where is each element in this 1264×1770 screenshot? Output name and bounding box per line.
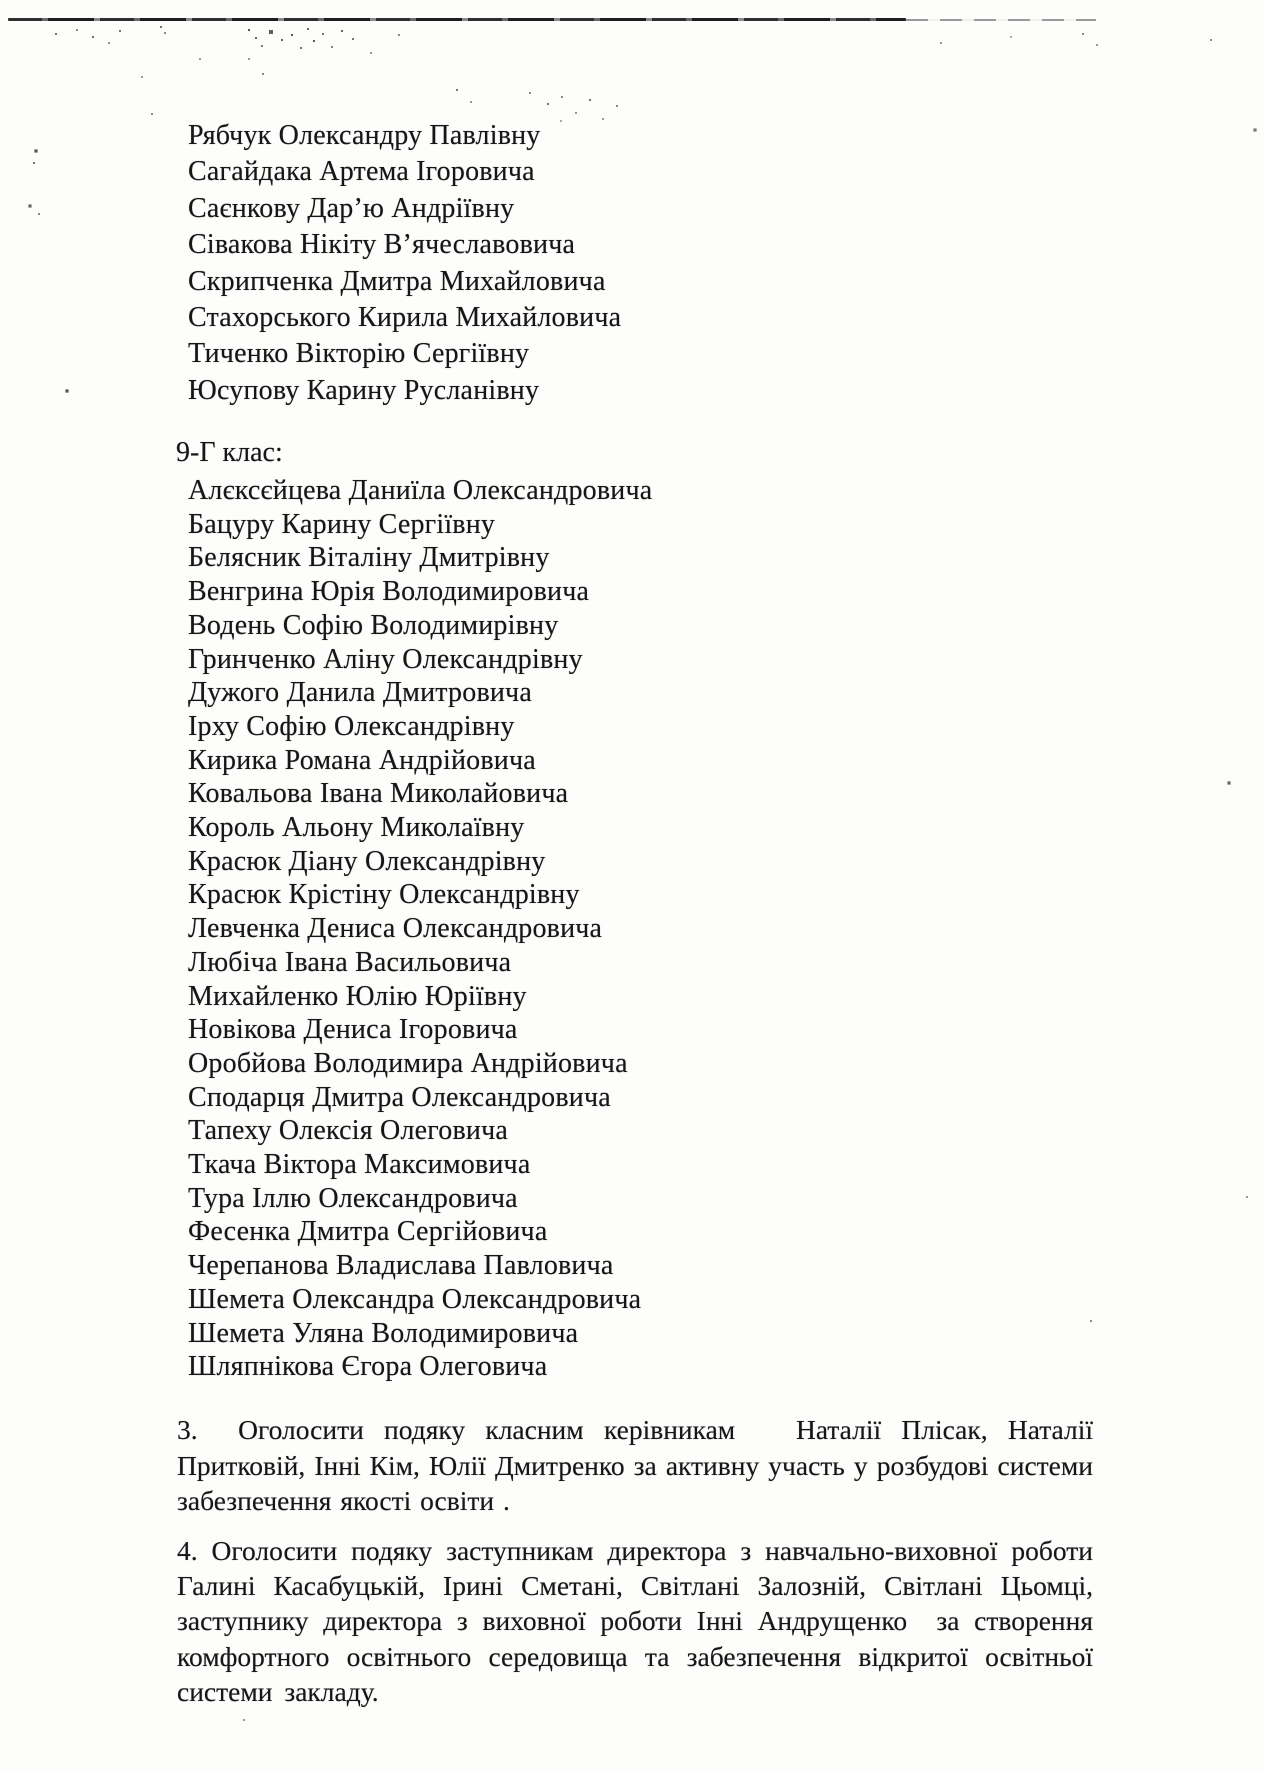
student-name: Рябчук Олександру Павлівну xyxy=(188,120,541,151)
student-name: Красюк Діану Олександрівну xyxy=(188,845,546,877)
student-name: Ткача Віктора Максимовича xyxy=(188,1149,531,1181)
student-name: Тура Іллю Олександровича xyxy=(188,1182,518,1214)
student-name: Левченка Дениса Олександровича xyxy=(188,913,603,945)
student-name: Бацуру Карину Сергіївну xyxy=(188,508,496,540)
paragraph-4: 4. Оголосити подяку заступникам директора з навчально-виховної роботи Галині Касабуцькій, Ірині Сметані, Світлані Залозній, Світлані Цьомці, заступнику директора з виховної роботи Інні Андрущенко за створення комфортного освітнього середовища та забезпечення відкритої освітньої системи закладу. xyxy=(177,1535,1093,1707)
student-name: Белясник Віталіну Дмитрівну xyxy=(188,542,550,574)
student-name: Оробйова Володимира Андрійовича xyxy=(188,1047,628,1079)
student-name: Юсупову Карину Русланівну xyxy=(188,374,540,406)
student-name: Скрипченка Дмитра Михайловича xyxy=(188,265,606,297)
scan-artifact-line-tail xyxy=(906,19,1096,21)
student-name: Сподарця Дмитра Олександровича xyxy=(188,1081,611,1113)
student-name: Стахорського Кирила Михайловича xyxy=(188,302,622,334)
student-name: Ковальова Івана Миколайовича xyxy=(188,778,569,810)
student-name: Алєксєйцева Даниїла Олександровича xyxy=(188,475,653,506)
student-name: Любіча Івана Васильовича xyxy=(188,946,512,978)
student-name: Новікова Дениса Ігоровича xyxy=(188,1014,518,1046)
student-name: Шемета Уляна Володимировича xyxy=(188,1317,579,1349)
student-name: Сагайдака Артема Ігоровича xyxy=(188,156,535,188)
scan-artifact-line xyxy=(8,18,906,21)
student-list-9g xyxy=(188,474,652,1384)
student-name: Фесенка Дмитра Сергійовича xyxy=(188,1216,548,1248)
student-name: Михайленко Юлію Юріївну xyxy=(188,980,527,1012)
student-name: Шемета Олександра Олександровича xyxy=(188,1283,642,1315)
student-name: Красюк Крістіну Олександрівну xyxy=(188,879,580,911)
student-name: Водень Софію Володимирівну xyxy=(188,609,559,641)
student-name: Черепанова Владислава Павловича xyxy=(188,1250,614,1282)
student-list-first xyxy=(188,118,621,409)
student-name: Шляпнікова Єгора Олеговича xyxy=(188,1351,548,1383)
student-name: Кирика Романа Андрійовича xyxy=(188,744,536,776)
student-name: Тапеху Олексія Олеговича xyxy=(188,1115,508,1147)
student-name: Король Альону Миколаївну xyxy=(188,812,525,844)
student-name: Саєнкову Дар’ю Андріївну xyxy=(188,192,515,224)
paragraph-3: 3. Оголосити подяку класним керівникам Наталії Плісак, Наталії Притковій, Інні Кім, Юлії Дмитренко за активну участь у розбудові системи забезпечення якості освіти . xyxy=(177,1414,1093,1517)
student-name: Ірху Софію Олександрівну xyxy=(188,710,515,742)
scan-noise xyxy=(0,0,2,2)
student-name: Тиченко Вікторію Сергіївну xyxy=(188,338,530,370)
student-name: Сівакова Нікіту В’ячеславовича xyxy=(188,229,576,261)
student-name: Гринченко Аліну Олександрівну xyxy=(188,643,583,675)
student-name: Венгрина Юрія Володимировича xyxy=(188,576,590,608)
student-name: Дужого Данила Дмитровича xyxy=(188,677,532,709)
class-9g-heading: 9-Г клас: xyxy=(176,437,283,468)
